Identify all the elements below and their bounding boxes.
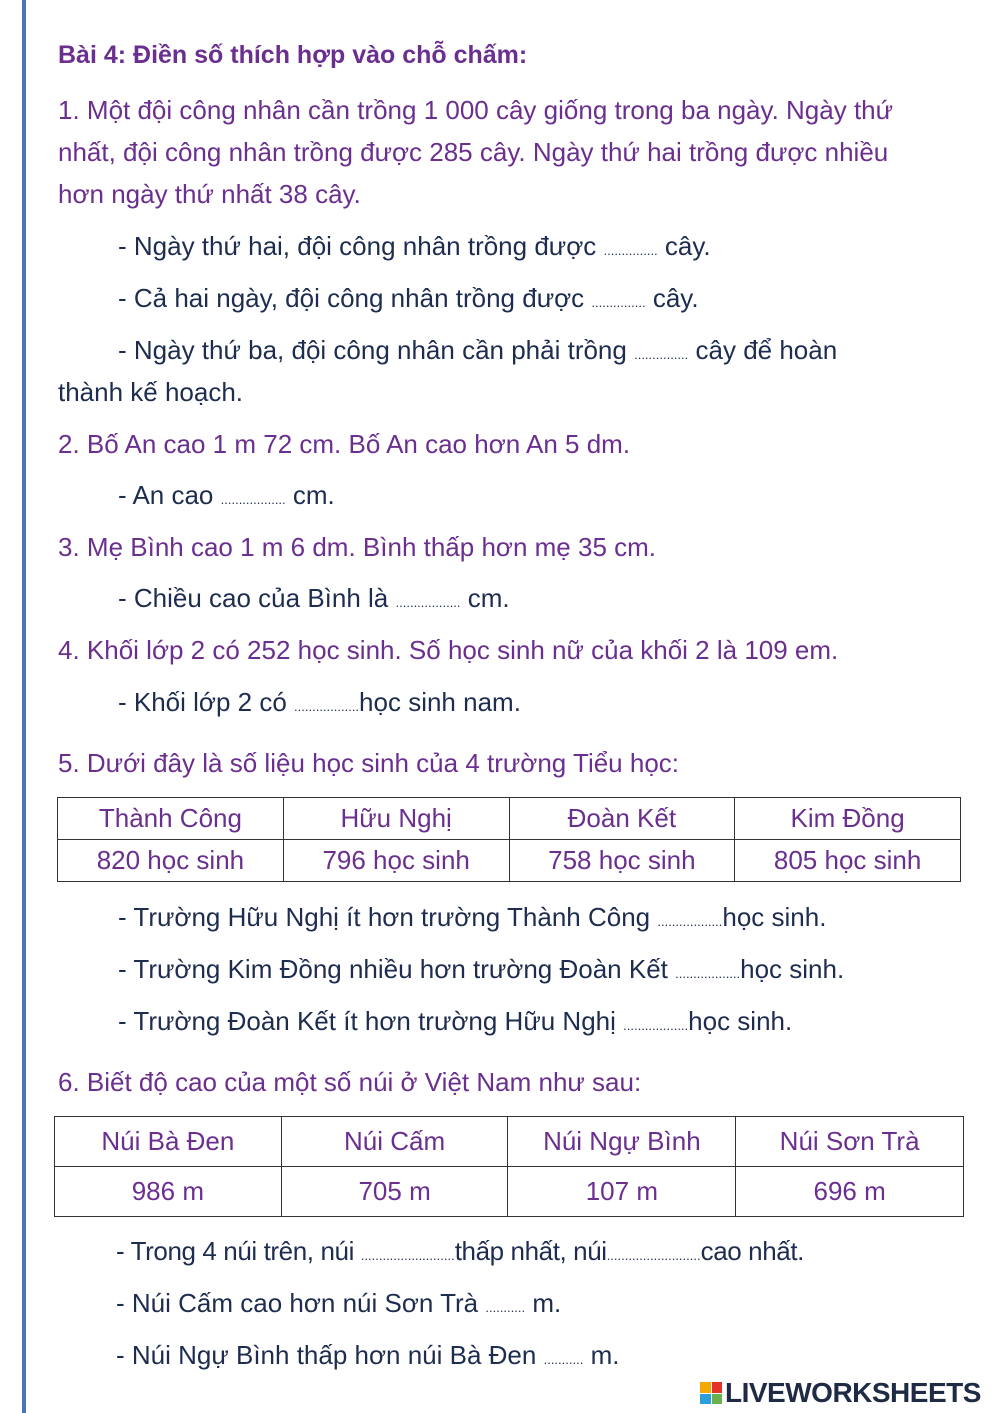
liveworksheets-logo — [700, 1378, 981, 1408]
q5-answer-a — [118, 902, 826, 937]
table-cell: 758 học sinh — [509, 840, 735, 882]
table-header-row — [58, 798, 961, 840]
table-cell: 805 học sinh — [735, 840, 961, 882]
page-title: Bài 4: Điền số thích hợp vào chỗ chấm: — [58, 41, 528, 69]
q2-answer-a — [118, 480, 335, 515]
table-header-cell: Núi Bà Đen — [55, 1117, 282, 1167]
q6-a-prefix: - Trong 4 núi trên, núi — [116, 1236, 354, 1266]
table-header-cell: Hữu Nghị — [283, 798, 509, 840]
q1-line-1: 1. Một đội công nhân cần trồng 1 000 cây giống trong ba ngày. Ngày thứ — [58, 95, 894, 125]
table-header-cell: Đoàn Kết — [509, 798, 735, 840]
q3-answer-a — [118, 583, 510, 618]
q5-c-suffix: học sinh. — [688, 1006, 793, 1036]
q5-b-blank[interactable]: .................. — [675, 966, 741, 981]
q1-answer-c-line-2: thành kế hoạch. — [58, 377, 244, 407]
q3-a-prefix: - Chiều cao của Bình là — [118, 583, 389, 613]
q1-a-suffix: cây. — [664, 231, 711, 261]
q5-b-suffix: học sinh. — [740, 954, 845, 984]
q1-answer-a — [118, 231, 711, 266]
q1-answer-b — [118, 283, 699, 318]
table-header-cell: Núi Cấm — [281, 1117, 508, 1167]
q1-a-prefix: - Ngày thứ hai, đội công nhân trồng được — [118, 231, 597, 261]
liveworksheets-logo-icon — [700, 1382, 722, 1404]
table-header-cell: Núi Ngự Bình — [508, 1117, 736, 1167]
table-cell: 696 m — [736, 1167, 964, 1217]
q5-a-blank[interactable]: .................. — [657, 914, 723, 929]
q6-a-middle: thấp nhất, núi — [454, 1236, 607, 1266]
q1-line-3: hơn ngày thứ nhất 38 cây. — [58, 179, 361, 209]
table-cell: 796 học sinh — [283, 840, 509, 882]
q3-a-suffix: cm. — [467, 583, 510, 613]
table-header-cell: Núi Sơn Trà — [736, 1117, 964, 1167]
q1-answer-c — [118, 335, 837, 370]
q1-b-blank[interactable]: ............... — [591, 295, 646, 310]
q5-b-prefix: - Trường Kim Đồng nhiều hơn trường Đoàn Kết — [118, 954, 668, 984]
school-students-table — [57, 797, 961, 882]
q5-answer-b — [118, 954, 844, 989]
q1-a-blank[interactable]: ............... — [603, 243, 658, 258]
q4-a-suffix: học sinh nam. — [359, 687, 521, 717]
q1-c-prefix: - Ngày thứ ba, đội công nhân cần phải trồng — [118, 335, 627, 365]
q2-a-suffix: cm. — [292, 480, 335, 510]
q4-a-blank[interactable]: .................. — [294, 699, 360, 714]
table-cell: 107 m — [508, 1167, 736, 1217]
q5-line-1: 5. Dưới đây là số liệu học sinh của 4 trường Tiểu học: — [58, 748, 680, 778]
q2-line-1: 2. Bố An cao 1 m 72 cm. Bố An cao hơn An 5 dm. — [58, 429, 631, 459]
q3-line-1: 3. Mẹ Bình cao 1 m 6 dm. Bình thấp hơn mẹ 35 cm. — [58, 532, 657, 562]
q4-a-prefix: - Khối lớp 2 có — [118, 687, 287, 717]
q5-a-suffix: học sinh. — [722, 902, 827, 932]
q6-a-blank-1[interactable]: .......................... — [360, 1248, 455, 1263]
q6-answer-c — [116, 1340, 619, 1375]
table-row — [55, 1167, 964, 1217]
table-header-cell: Thành Công — [58, 798, 284, 840]
q4-answer-a — [118, 687, 521, 722]
q3-a-blank[interactable]: .................. — [395, 595, 461, 610]
table-cell: 820 học sinh — [58, 840, 284, 882]
q4-line-1: 4. Khối lớp 2 có 252 học sinh. Số học sinh nữ của khối 2 là 109 em. — [58, 635, 839, 665]
q5-answer-c — [118, 1006, 792, 1041]
q6-a-blank-2[interactable]: .......................... — [606, 1248, 701, 1263]
q1-c-blank[interactable]: ............... — [634, 347, 689, 362]
q6-answer-a — [116, 1236, 804, 1271]
q2-a-prefix: - An cao — [118, 480, 214, 510]
q6-c-suffix: m. — [590, 1340, 620, 1370]
q6-answer-b — [116, 1288, 561, 1323]
table-row — [58, 840, 961, 882]
table-header-row — [55, 1117, 964, 1167]
q6-b-prefix: - Núi Cấm cao hơn núi Sơn Trà — [116, 1288, 479, 1318]
q6-c-blank[interactable]: ........... — [543, 1352, 584, 1367]
q6-a-suffix: cao nhất. — [700, 1236, 804, 1266]
q5-c-blank[interactable]: .................. — [623, 1018, 689, 1033]
q6-b-blank[interactable]: ........... — [485, 1300, 526, 1315]
table-cell: 986 m — [55, 1167, 282, 1217]
q2-a-blank[interactable]: .................. — [220, 492, 286, 507]
q1-b-suffix: cây. — [652, 283, 699, 313]
q6-b-suffix: m. — [532, 1288, 562, 1318]
table-cell: 705 m — [281, 1167, 508, 1217]
q6-line-1: 6. Biết độ cao của một số núi ở Việt Nam như sau: — [58, 1067, 642, 1097]
q5-c-prefix: - Trường Đoàn Kết ít hơn trường Hữu Nghị — [118, 1006, 616, 1036]
liveworksheets-brand-text: LIVEWORKSHEETS — [725, 1377, 981, 1408]
mountain-heights-table — [54, 1116, 964, 1217]
q5-a-prefix: - Trường Hữu Nghị ít hơn trường Thành Công — [118, 902, 651, 932]
q1-line-2: nhất, đội công nhân trồng được 285 cây. Ngày thứ hai trồng được nhiều — [58, 137, 889, 167]
q6-c-prefix: - Núi Ngự Bình thấp hơn núi Bà Đen — [116, 1340, 537, 1370]
q1-b-prefix: - Cả hai ngày, đội công nhân trồng được — [118, 283, 585, 313]
table-header-cell: Kim Đồng — [735, 798, 961, 840]
q1-c-suffix: cây để hoàn — [695, 335, 838, 365]
